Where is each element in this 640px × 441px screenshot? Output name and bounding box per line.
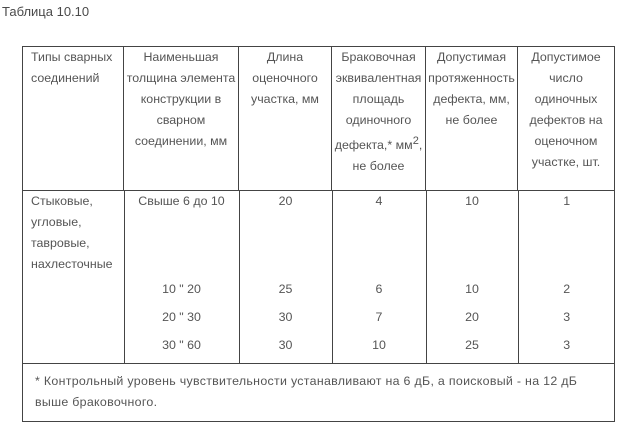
length-cell: 30 — [239, 307, 332, 335]
table-row — [23, 335, 615, 363]
header-reject-area-text: Браковочная эквивалентная площадь одиночного дефекта,* мм — [334, 50, 422, 153]
length-cell: 25 — [239, 279, 332, 307]
defects-table — [22, 46, 615, 422]
length-cell: 30 — [239, 335, 332, 363]
count-cell: 3 — [563, 310, 571, 324]
area-cell: 6 — [332, 279, 426, 307]
header-reject-area-tail: , не более — [352, 138, 423, 174]
extent-cell: 10 — [426, 191, 518, 279]
thickness-cell: 20 " 30 — [124, 307, 239, 335]
header-row — [23, 47, 615, 191]
extent-cell: 25 — [426, 335, 518, 363]
header-defect-count: Допустимое число одиночных дефектов на оценочном участке, шт. — [518, 47, 615, 191]
table-row — [23, 307, 615, 335]
extent-cell: 20 — [426, 307, 518, 335]
header-reject-area — [332, 47, 426, 191]
header-min-thickness: Наименьшая толщина элемента конструкции в сварном соединении, мм — [124, 47, 239, 191]
table-row — [23, 191, 615, 279]
count-cell: 1 — [563, 194, 571, 208]
joint-types-cell: Стыковые, угловые, тавровые, нахлесточные — [23, 191, 124, 279]
count-cell: 3 — [563, 338, 571, 352]
header-joint-types: Типы сварных соединений — [23, 47, 124, 191]
header-section-length: Длина оценочного участка, мм — [239, 47, 332, 191]
thickness-cell: 30 " 60 — [124, 335, 239, 363]
values-grid — [23, 191, 615, 363]
extent-cell: 10 — [426, 279, 518, 307]
count-cell: 2 — [563, 282, 571, 296]
thickness-cell: 10 " 20 — [124, 279, 239, 307]
area-cell: 4 — [332, 191, 426, 279]
header-superscript: 2 — [412, 135, 419, 147]
area-cell: 7 — [332, 307, 426, 335]
note-row — [23, 364, 615, 422]
table-row — [23, 279, 615, 307]
area-cell: 10 — [332, 335, 426, 363]
table-caption: Таблица 10.10 — [2, 4, 90, 19]
footnote: * Контрольный уровень чувствительности устанавливают на 6 дБ, а поисковый - на 12 дБ выше браковочного. — [23, 364, 615, 422]
body-row — [23, 191, 615, 364]
thickness-cell: Свыше 6 до 10 — [124, 191, 239, 279]
length-cell: 20 — [239, 191, 332, 279]
header-defect-extent: Допустимая протяженность дефекта, мм, не более — [426, 47, 518, 191]
